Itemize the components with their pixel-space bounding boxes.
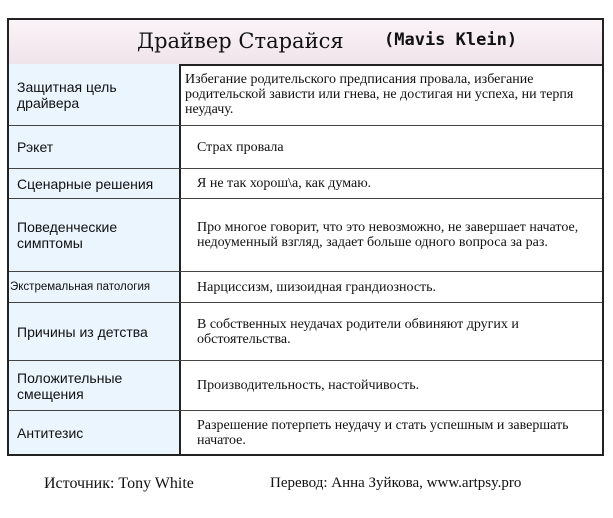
translation-credit: Перевод: Анна Зуйкова, www.artpsy.pro	[270, 475, 522, 491]
row-value-positive-shifts: Производительность, настойчивость.	[197, 378, 420, 393]
row-label-behavioral-symptoms: Поведенческие симптомы	[9, 199, 181, 271]
table-title: Драйвер Старайся	[137, 29, 344, 53]
table-row	[9, 126, 602, 169]
row-label-childhood-causes: Причины из детства	[9, 303, 181, 360]
row-label-positive-shifts: Положительные смещения	[9, 361, 181, 410]
row-label-protective-goal: Защитная цель драйвера	[9, 64, 181, 125]
table-row	[9, 361, 602, 411]
row-label-script-decisions: Сценарные решения	[9, 169, 181, 198]
table-row	[9, 169, 602, 199]
driver-table	[7, 18, 604, 456]
row-label-antithesis: Антитезис	[9, 411, 181, 454]
row-label-extreme-pathology: Экстремальная патология	[9, 272, 181, 302]
row-value-protective-goal: Избегание родительского предписания провала, избегание родительской зависти или гнева, не достигая ни успеха, ни терпя неудачу.	[185, 72, 574, 117]
table-row	[9, 411, 602, 454]
table-header	[9, 20, 602, 66]
row-value-racket: Страх провала	[197, 139, 284, 155]
table-row	[9, 272, 602, 303]
row-value-script-decisions: Я не так хорош\а, как думаю.	[197, 176, 372, 191]
row-value-extreme-pathology: Нарциссизм, шизоидная грандиозность.	[197, 279, 437, 295]
table-row	[9, 64, 602, 126]
row-value-childhood-causes: В собственных неудачах родители обвиняют других и обстоятельства.	[197, 316, 519, 347]
table-row	[9, 199, 602, 272]
row-value-antithesis: Разрешение потерпеть неудачу и стать успешным и завершать начатое.	[197, 417, 569, 448]
table-author: (Mavis Klein)	[384, 30, 518, 50]
source-credit: Источник: Tony White	[44, 475, 194, 492]
row-label-racket: Рэкет	[9, 126, 181, 168]
table-row	[9, 303, 602, 361]
row-value-behavioral-symptoms: Про многое говорит, что это невозможно, не завершает начатое, недоуменный взгляд, задает больше одного вопроса за раз.	[197, 220, 579, 250]
